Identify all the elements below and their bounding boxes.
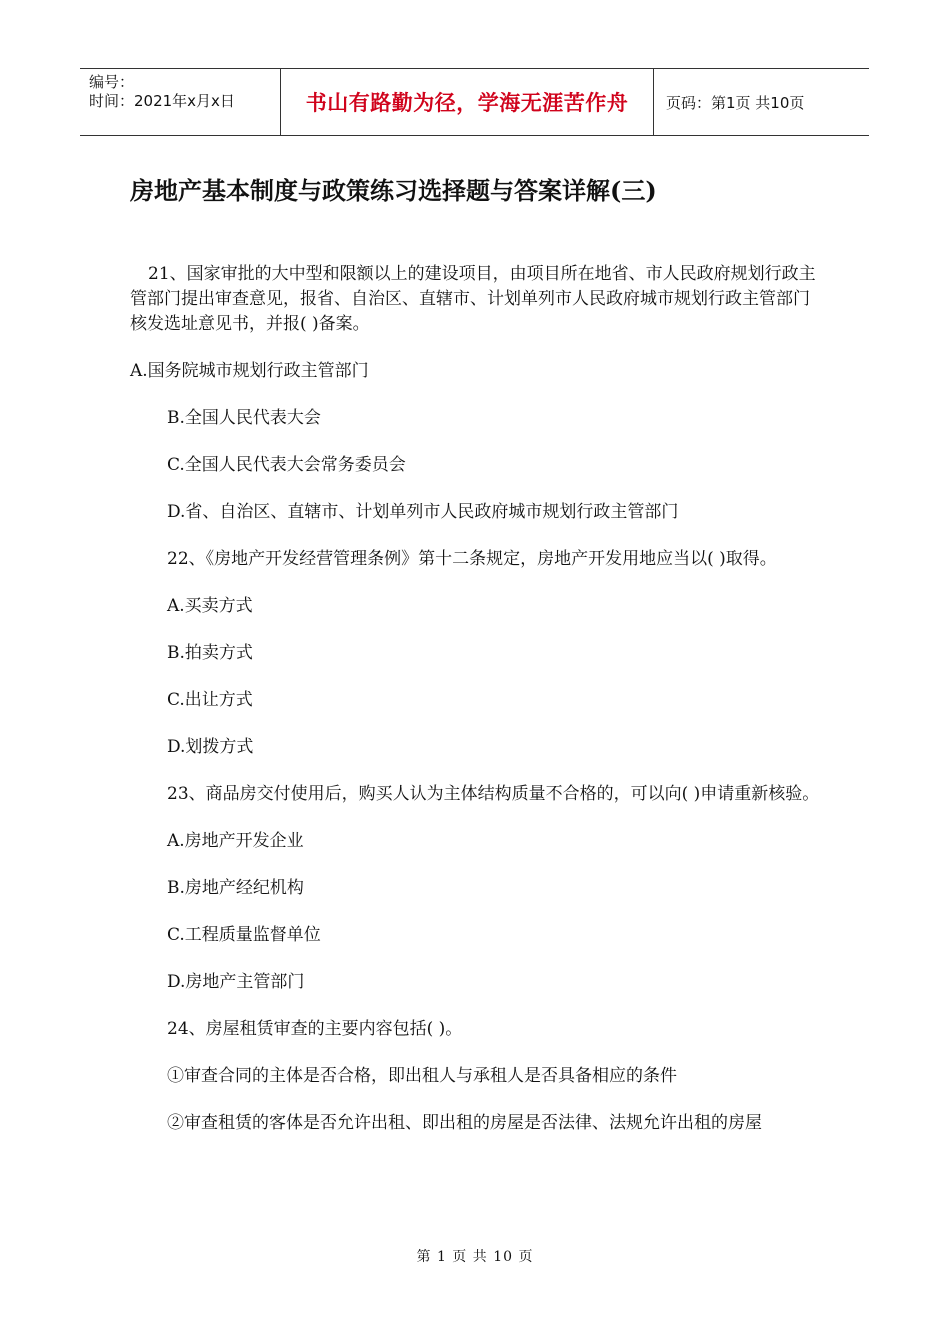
header-motto: 书山有路勤为径，学海无涯苦作舟 [281,69,654,135]
page-footer: 第 1 页 共 10 页 [416,1249,534,1265]
option-21-b: B.全国人民代表大会 [167,408,321,428]
option-23-c: C.工程质量监督单位 [167,925,321,945]
time-label: 时间：2021年x月x日 [89,92,235,110]
option-22-c: C.出让方式 [167,690,253,710]
question-22: 22、《房地产开发经营管理条例》第十二条规定，房地产开发用地应当以( )取得。 [167,549,777,569]
question-21: 21、国家审批的大中型和限额以上的建设项目，由项目所在地省、市人民政府规划行政主管部门提出审查意见，报省、自治区、直辖市、计划单列市人民政府城市规划行政主管部门核发选址意见书，并报( )备案。 [130,264,816,334]
serial-label: 编号： [89,73,135,91]
question-23: 23、商品房交付使用后，购买人认为主体结构质量不合格的，可以向( )申请重新核验。 [167,784,820,804]
header-meta [80,69,281,135]
option-21-d: D.省、自治区、直辖市、计划单列市人民政府城市规划行政主管部门 [167,502,679,522]
item-24-1: ①审查合同的主体是否合格，即出租人与承租人是否具备相应的条件 [167,1066,677,1086]
option-23-b: B.房地产经纪机构 [167,878,304,898]
option-22-d: D.划拨方式 [167,737,254,757]
option-22-b: B.拍卖方式 [167,643,253,663]
option-21-a: A.国务院城市规划行政主管部门 [130,361,369,381]
document-body [130,262,820,1158]
header-page-info: 页码：第1页 共10页 [666,93,805,112]
option-23-d: D.房地产主管部门 [167,972,305,992]
item-24-2: ②审查租赁的客体是否允许出租、即出租的房屋是否法律、法规允许出租的房屋 [167,1113,762,1133]
page-header [80,68,869,136]
question-24: 24、房屋租赁审查的主要内容包括( )。 [167,1019,463,1039]
option-22-a: A.买卖方式 [167,596,253,616]
option-23-a: A.房地产开发企业 [167,831,304,851]
option-21-c: C.全国人民代表大会常务委员会 [167,455,406,475]
document-title: 房地产基本制度与政策练习选择题与答案详解(三) [130,176,657,205]
